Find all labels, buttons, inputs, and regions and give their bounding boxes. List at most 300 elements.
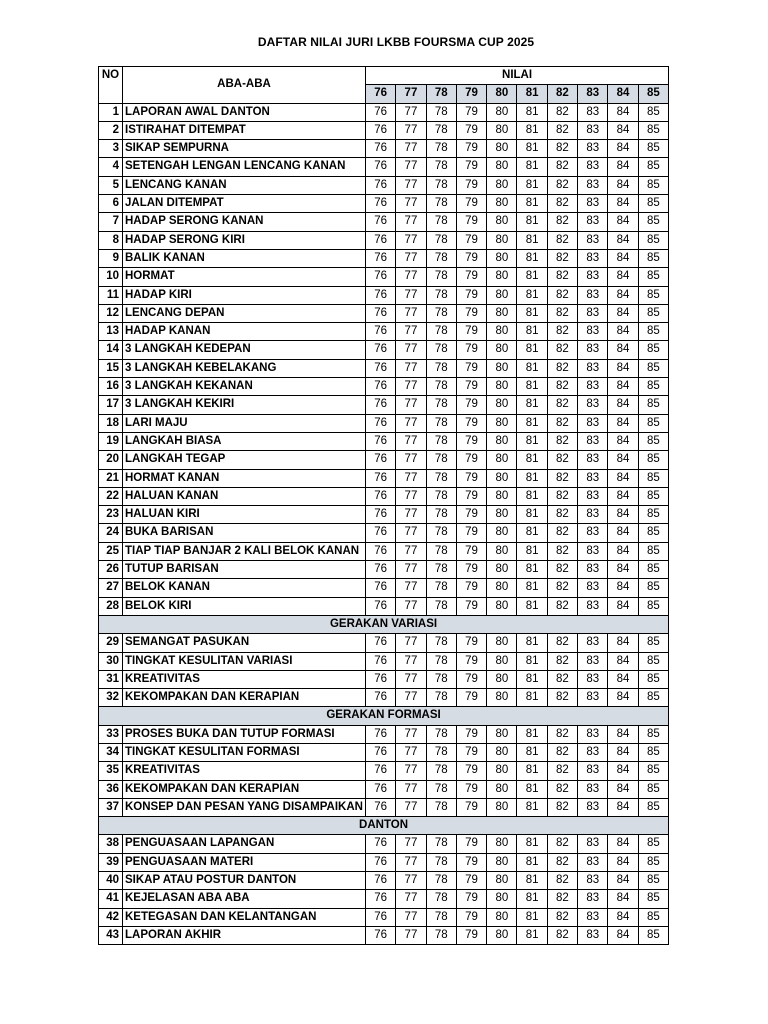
score-cell[interactable]: 79	[456, 213, 486, 231]
score-cell[interactable]: 77	[396, 597, 426, 615]
score-cell[interactable]: 85	[638, 652, 668, 670]
score-cell[interactable]: 81	[517, 213, 547, 231]
score-cell[interactable]: 76	[366, 451, 396, 469]
score-cell[interactable]: 84	[608, 249, 638, 267]
score-cell[interactable]: 77	[396, 195, 426, 213]
score-cell[interactable]: 77	[396, 835, 426, 853]
score-cell[interactable]: 79	[456, 689, 486, 707]
score-cell[interactable]: 78	[426, 231, 456, 249]
score-cell[interactable]: 82	[547, 304, 577, 322]
score-cell[interactable]: 76	[366, 249, 396, 267]
score-cell[interactable]: 76	[366, 323, 396, 341]
score-cell[interactable]: 77	[396, 249, 426, 267]
score-cell[interactable]: 79	[456, 176, 486, 194]
score-cell[interactable]: 83	[578, 176, 608, 194]
score-cell[interactable]: 78	[426, 469, 456, 487]
score-cell[interactable]: 80	[487, 908, 517, 926]
score-cell[interactable]: 82	[547, 249, 577, 267]
score-cell[interactable]: 84	[608, 926, 638, 944]
score-cell[interactable]: 84	[608, 725, 638, 743]
score-cell[interactable]: 82	[547, 780, 577, 798]
score-cell[interactable]: 78	[426, 798, 456, 816]
score-cell[interactable]: 80	[487, 725, 517, 743]
score-cell[interactable]: 84	[608, 103, 638, 121]
score-cell[interactable]: 77	[396, 378, 426, 396]
score-cell[interactable]: 78	[426, 304, 456, 322]
score-cell[interactable]: 85	[638, 304, 668, 322]
score-cell[interactable]: 77	[396, 304, 426, 322]
score-cell[interactable]: 80	[487, 231, 517, 249]
score-cell[interactable]: 79	[456, 780, 486, 798]
score-cell[interactable]: 85	[638, 268, 668, 286]
score-cell[interactable]: 83	[578, 140, 608, 158]
score-cell[interactable]: 79	[456, 231, 486, 249]
score-cell[interactable]: 79	[456, 286, 486, 304]
score-cell[interactable]: 83	[578, 670, 608, 688]
score-cell[interactable]: 84	[608, 176, 638, 194]
score-cell[interactable]: 76	[366, 432, 396, 450]
score-cell[interactable]: 80	[487, 670, 517, 688]
score-cell[interactable]: 77	[396, 634, 426, 652]
score-cell[interactable]: 79	[456, 341, 486, 359]
score-cell[interactable]: 83	[578, 689, 608, 707]
score-cell[interactable]: 83	[578, 597, 608, 615]
score-cell[interactable]: 85	[638, 798, 668, 816]
score-cell[interactable]: 85	[638, 249, 668, 267]
score-cell[interactable]: 84	[608, 487, 638, 505]
score-cell[interactable]: 83	[578, 249, 608, 267]
score-cell[interactable]: 84	[608, 872, 638, 890]
score-cell[interactable]: 78	[426, 780, 456, 798]
score-cell[interactable]: 79	[456, 414, 486, 432]
score-cell[interactable]: 84	[608, 798, 638, 816]
score-cell[interactable]: 83	[578, 872, 608, 890]
score-cell[interactable]: 85	[638, 213, 668, 231]
score-cell[interactable]: 84	[608, 121, 638, 139]
score-cell[interactable]: 79	[456, 304, 486, 322]
score-cell[interactable]: 80	[487, 890, 517, 908]
score-cell[interactable]: 76	[366, 140, 396, 158]
score-cell[interactable]: 81	[517, 743, 547, 761]
score-cell[interactable]: 78	[426, 432, 456, 450]
score-cell[interactable]: 82	[547, 670, 577, 688]
score-cell[interactable]: 82	[547, 121, 577, 139]
score-cell[interactable]: 80	[487, 323, 517, 341]
score-cell[interactable]: 82	[547, 213, 577, 231]
score-cell[interactable]: 77	[396, 103, 426, 121]
score-cell[interactable]: 83	[578, 451, 608, 469]
score-cell[interactable]: 83	[578, 103, 608, 121]
score-cell[interactable]: 78	[426, 121, 456, 139]
score-cell[interactable]: 78	[426, 396, 456, 414]
score-cell[interactable]: 82	[547, 908, 577, 926]
score-cell[interactable]: 82	[547, 103, 577, 121]
score-cell[interactable]: 81	[517, 103, 547, 121]
score-cell[interactable]: 84	[608, 853, 638, 871]
score-cell[interactable]: 76	[366, 469, 396, 487]
score-cell[interactable]: 80	[487, 432, 517, 450]
score-cell[interactable]: 77	[396, 176, 426, 194]
score-cell[interactable]: 82	[547, 195, 577, 213]
score-cell[interactable]: 84	[608, 579, 638, 597]
score-cell[interactable]: 78	[426, 341, 456, 359]
score-cell[interactable]: 81	[517, 414, 547, 432]
score-cell[interactable]: 81	[517, 506, 547, 524]
score-cell[interactable]: 79	[456, 634, 486, 652]
score-cell[interactable]: 82	[547, 359, 577, 377]
score-cell[interactable]: 80	[487, 597, 517, 615]
score-cell[interactable]: 81	[517, 670, 547, 688]
score-cell[interactable]: 76	[366, 378, 396, 396]
score-cell[interactable]: 81	[517, 396, 547, 414]
score-cell[interactable]: 79	[456, 872, 486, 890]
score-cell[interactable]: 85	[638, 286, 668, 304]
score-cell[interactable]: 78	[426, 506, 456, 524]
score-cell[interactable]: 79	[456, 268, 486, 286]
score-cell[interactable]: 79	[456, 378, 486, 396]
score-cell[interactable]: 80	[487, 213, 517, 231]
score-cell[interactable]: 79	[456, 432, 486, 450]
score-cell[interactable]: 77	[396, 414, 426, 432]
score-cell[interactable]: 81	[517, 780, 547, 798]
score-cell[interactable]: 84	[608, 634, 638, 652]
score-cell[interactable]: 84	[608, 835, 638, 853]
score-cell[interactable]: 76	[366, 926, 396, 944]
score-cell[interactable]: 82	[547, 835, 577, 853]
score-cell[interactable]: 84	[608, 304, 638, 322]
score-cell[interactable]: 82	[547, 487, 577, 505]
score-cell[interactable]: 81	[517, 378, 547, 396]
score-cell[interactable]: 84	[608, 414, 638, 432]
score-cell[interactable]: 78	[426, 414, 456, 432]
score-cell[interactable]: 83	[578, 780, 608, 798]
score-cell[interactable]: 78	[426, 524, 456, 542]
score-cell[interactable]: 76	[366, 872, 396, 890]
score-cell[interactable]: 83	[578, 268, 608, 286]
score-cell[interactable]: 76	[366, 359, 396, 377]
score-cell[interactable]: 76	[366, 634, 396, 652]
score-cell[interactable]: 82	[547, 853, 577, 871]
score-cell[interactable]: 80	[487, 103, 517, 121]
score-cell[interactable]: 82	[547, 469, 577, 487]
score-cell[interactable]: 81	[517, 176, 547, 194]
score-cell[interactable]: 83	[578, 542, 608, 560]
score-cell[interactable]: 76	[366, 798, 396, 816]
score-cell[interactable]: 78	[426, 762, 456, 780]
score-cell[interactable]: 83	[578, 926, 608, 944]
score-cell[interactable]: 81	[517, 689, 547, 707]
score-cell[interactable]: 85	[638, 542, 668, 560]
score-cell[interactable]: 81	[517, 853, 547, 871]
score-cell[interactable]: 78	[426, 140, 456, 158]
score-cell[interactable]: 81	[517, 725, 547, 743]
score-cell[interactable]: 78	[426, 634, 456, 652]
score-cell[interactable]: 81	[517, 487, 547, 505]
score-cell[interactable]: 85	[638, 103, 668, 121]
score-cell[interactable]: 83	[578, 469, 608, 487]
score-cell[interactable]: 84	[608, 652, 638, 670]
score-cell[interactable]: 84	[608, 195, 638, 213]
score-cell[interactable]: 77	[396, 432, 426, 450]
score-cell[interactable]: 78	[426, 670, 456, 688]
score-cell[interactable]: 79	[456, 487, 486, 505]
score-cell[interactable]: 80	[487, 359, 517, 377]
score-cell[interactable]: 84	[608, 213, 638, 231]
score-cell[interactable]: 76	[366, 908, 396, 926]
score-cell[interactable]: 78	[426, 542, 456, 560]
score-cell[interactable]: 84	[608, 689, 638, 707]
score-cell[interactable]: 79	[456, 670, 486, 688]
score-cell[interactable]: 82	[547, 542, 577, 560]
score-cell[interactable]: 80	[487, 652, 517, 670]
score-cell[interactable]: 80	[487, 835, 517, 853]
score-cell[interactable]: 79	[456, 743, 486, 761]
score-cell[interactable]: 79	[456, 652, 486, 670]
score-cell[interactable]: 79	[456, 121, 486, 139]
score-cell[interactable]: 79	[456, 249, 486, 267]
score-cell[interactable]: 85	[638, 780, 668, 798]
score-cell[interactable]: 82	[547, 286, 577, 304]
score-cell[interactable]: 76	[366, 524, 396, 542]
score-cell[interactable]: 81	[517, 140, 547, 158]
score-cell[interactable]: 85	[638, 231, 668, 249]
score-cell[interactable]: 81	[517, 908, 547, 926]
score-cell[interactable]: 85	[638, 835, 668, 853]
score-cell[interactable]: 80	[487, 249, 517, 267]
score-cell[interactable]: 82	[547, 451, 577, 469]
score-cell[interactable]: 81	[517, 195, 547, 213]
score-cell[interactable]: 77	[396, 670, 426, 688]
score-cell[interactable]: 84	[608, 158, 638, 176]
score-cell[interactable]: 84	[608, 396, 638, 414]
score-cell[interactable]: 84	[608, 323, 638, 341]
score-cell[interactable]: 80	[487, 286, 517, 304]
score-cell[interactable]: 77	[396, 158, 426, 176]
score-cell[interactable]: 83	[578, 506, 608, 524]
score-cell[interactable]: 85	[638, 670, 668, 688]
score-cell[interactable]: 84	[608, 378, 638, 396]
score-cell[interactable]: 76	[366, 725, 396, 743]
score-cell[interactable]: 76	[366, 597, 396, 615]
score-cell[interactable]: 76	[366, 853, 396, 871]
score-cell[interactable]: 83	[578, 579, 608, 597]
score-cell[interactable]: 77	[396, 689, 426, 707]
score-cell[interactable]: 78	[426, 268, 456, 286]
score-cell[interactable]: 80	[487, 743, 517, 761]
score-cell[interactable]: 77	[396, 872, 426, 890]
score-cell[interactable]: 83	[578, 121, 608, 139]
score-cell[interactable]: 79	[456, 579, 486, 597]
score-cell[interactable]: 84	[608, 561, 638, 579]
score-cell[interactable]: 79	[456, 140, 486, 158]
score-cell[interactable]: 82	[547, 597, 577, 615]
score-cell[interactable]: 77	[396, 561, 426, 579]
score-cell[interactable]: 83	[578, 231, 608, 249]
score-cell[interactable]: 81	[517, 634, 547, 652]
score-cell[interactable]: 77	[396, 853, 426, 871]
score-cell[interactable]: 77	[396, 286, 426, 304]
score-cell[interactable]: 78	[426, 286, 456, 304]
score-cell[interactable]: 77	[396, 542, 426, 560]
score-cell[interactable]: 85	[638, 195, 668, 213]
score-cell[interactable]: 85	[638, 121, 668, 139]
score-cell[interactable]: 79	[456, 195, 486, 213]
score-cell[interactable]: 77	[396, 231, 426, 249]
score-cell[interactable]: 76	[366, 286, 396, 304]
score-cell[interactable]: 81	[517, 249, 547, 267]
score-cell[interactable]: 84	[608, 506, 638, 524]
score-cell[interactable]: 82	[547, 506, 577, 524]
score-cell[interactable]: 76	[366, 121, 396, 139]
score-cell[interactable]: 83	[578, 396, 608, 414]
score-cell[interactable]: 79	[456, 835, 486, 853]
score-cell[interactable]: 80	[487, 542, 517, 560]
score-cell[interactable]: 79	[456, 396, 486, 414]
score-cell[interactable]: 80	[487, 469, 517, 487]
score-cell[interactable]: 85	[638, 743, 668, 761]
score-cell[interactable]: 79	[456, 926, 486, 944]
score-cell[interactable]: 81	[517, 469, 547, 487]
score-cell[interactable]: 82	[547, 689, 577, 707]
score-cell[interactable]: 80	[487, 798, 517, 816]
score-cell[interactable]: 80	[487, 853, 517, 871]
score-cell[interactable]: 85	[638, 487, 668, 505]
score-cell[interactable]: 76	[366, 396, 396, 414]
score-cell[interactable]: 85	[638, 414, 668, 432]
score-cell[interactable]: 85	[638, 158, 668, 176]
score-cell[interactable]: 84	[608, 140, 638, 158]
score-cell[interactable]: 82	[547, 725, 577, 743]
score-cell[interactable]: 82	[547, 634, 577, 652]
score-cell[interactable]: 82	[547, 872, 577, 890]
score-cell[interactable]: 83	[578, 195, 608, 213]
score-cell[interactable]: 82	[547, 926, 577, 944]
score-cell[interactable]: 81	[517, 926, 547, 944]
score-cell[interactable]: 82	[547, 268, 577, 286]
score-cell[interactable]: 81	[517, 524, 547, 542]
score-cell[interactable]: 85	[638, 597, 668, 615]
score-cell[interactable]: 82	[547, 378, 577, 396]
score-cell[interactable]: 76	[366, 487, 396, 505]
score-cell[interactable]: 80	[487, 140, 517, 158]
score-cell[interactable]: 78	[426, 378, 456, 396]
score-cell[interactable]: 77	[396, 652, 426, 670]
score-cell[interactable]: 80	[487, 341, 517, 359]
score-cell[interactable]: 77	[396, 780, 426, 798]
score-cell[interactable]: 82	[547, 524, 577, 542]
score-cell[interactable]: 77	[396, 926, 426, 944]
score-cell[interactable]: 81	[517, 762, 547, 780]
score-cell[interactable]: 84	[608, 359, 638, 377]
score-cell[interactable]: 81	[517, 341, 547, 359]
score-cell[interactable]: 77	[396, 524, 426, 542]
score-cell[interactable]: 80	[487, 561, 517, 579]
score-cell[interactable]: 76	[366, 213, 396, 231]
score-cell[interactable]: 76	[366, 542, 396, 560]
score-cell[interactable]: 82	[547, 396, 577, 414]
score-cell[interactable]: 80	[487, 780, 517, 798]
score-cell[interactable]: 78	[426, 743, 456, 761]
score-cell[interactable]: 76	[366, 890, 396, 908]
score-cell[interactable]: 82	[547, 762, 577, 780]
score-cell[interactable]: 83	[578, 743, 608, 761]
score-cell[interactable]: 84	[608, 451, 638, 469]
score-cell[interactable]: 78	[426, 579, 456, 597]
score-cell[interactable]: 81	[517, 890, 547, 908]
score-cell[interactable]: 83	[578, 487, 608, 505]
score-cell[interactable]: 83	[578, 158, 608, 176]
score-cell[interactable]: 83	[578, 286, 608, 304]
score-cell[interactable]: 85	[638, 451, 668, 469]
score-cell[interactable]: 83	[578, 432, 608, 450]
score-cell[interactable]: 78	[426, 890, 456, 908]
score-cell[interactable]: 82	[547, 341, 577, 359]
score-cell[interactable]: 76	[366, 231, 396, 249]
score-cell[interactable]: 83	[578, 634, 608, 652]
score-cell[interactable]: 81	[517, 286, 547, 304]
score-cell[interactable]: 85	[638, 524, 668, 542]
score-cell[interactable]: 79	[456, 798, 486, 816]
score-cell[interactable]: 85	[638, 853, 668, 871]
score-cell[interactable]: 78	[426, 725, 456, 743]
score-cell[interactable]: 79	[456, 597, 486, 615]
score-cell[interactable]: 83	[578, 213, 608, 231]
score-cell[interactable]: 81	[517, 652, 547, 670]
score-cell[interactable]: 78	[426, 872, 456, 890]
score-cell[interactable]: 78	[426, 561, 456, 579]
score-cell[interactable]: 84	[608, 542, 638, 560]
score-cell[interactable]: 81	[517, 359, 547, 377]
score-cell[interactable]: 80	[487, 506, 517, 524]
score-cell[interactable]: 80	[487, 304, 517, 322]
score-cell[interactable]: 79	[456, 762, 486, 780]
score-cell[interactable]: 80	[487, 414, 517, 432]
score-cell[interactable]: 80	[487, 634, 517, 652]
score-cell[interactable]: 85	[638, 506, 668, 524]
score-cell[interactable]: 78	[426, 597, 456, 615]
score-cell[interactable]: 79	[456, 561, 486, 579]
score-cell[interactable]: 84	[608, 341, 638, 359]
score-cell[interactable]: 78	[426, 176, 456, 194]
score-cell[interactable]: 81	[517, 323, 547, 341]
score-cell[interactable]: 82	[547, 652, 577, 670]
score-cell[interactable]: 79	[456, 725, 486, 743]
score-cell[interactable]: 77	[396, 890, 426, 908]
score-cell[interactable]: 78	[426, 249, 456, 267]
score-cell[interactable]: 81	[517, 835, 547, 853]
score-cell[interactable]: 82	[547, 432, 577, 450]
score-cell[interactable]: 78	[426, 689, 456, 707]
score-cell[interactable]: 81	[517, 579, 547, 597]
score-cell[interactable]: 76	[366, 103, 396, 121]
score-cell[interactable]: 83	[578, 853, 608, 871]
score-cell[interactable]: 81	[517, 798, 547, 816]
score-cell[interactable]: 85	[638, 579, 668, 597]
score-cell[interactable]: 84	[608, 743, 638, 761]
score-cell[interactable]: 77	[396, 469, 426, 487]
score-cell[interactable]: 80	[487, 872, 517, 890]
score-cell[interactable]: 81	[517, 451, 547, 469]
score-cell[interactable]: 84	[608, 432, 638, 450]
score-cell[interactable]: 82	[547, 323, 577, 341]
score-cell[interactable]: 78	[426, 853, 456, 871]
score-cell[interactable]: 79	[456, 890, 486, 908]
score-cell[interactable]: 79	[456, 524, 486, 542]
score-cell[interactable]: 77	[396, 140, 426, 158]
score-cell[interactable]: 80	[487, 121, 517, 139]
score-cell[interactable]: 84	[608, 286, 638, 304]
score-cell[interactable]: 85	[638, 926, 668, 944]
